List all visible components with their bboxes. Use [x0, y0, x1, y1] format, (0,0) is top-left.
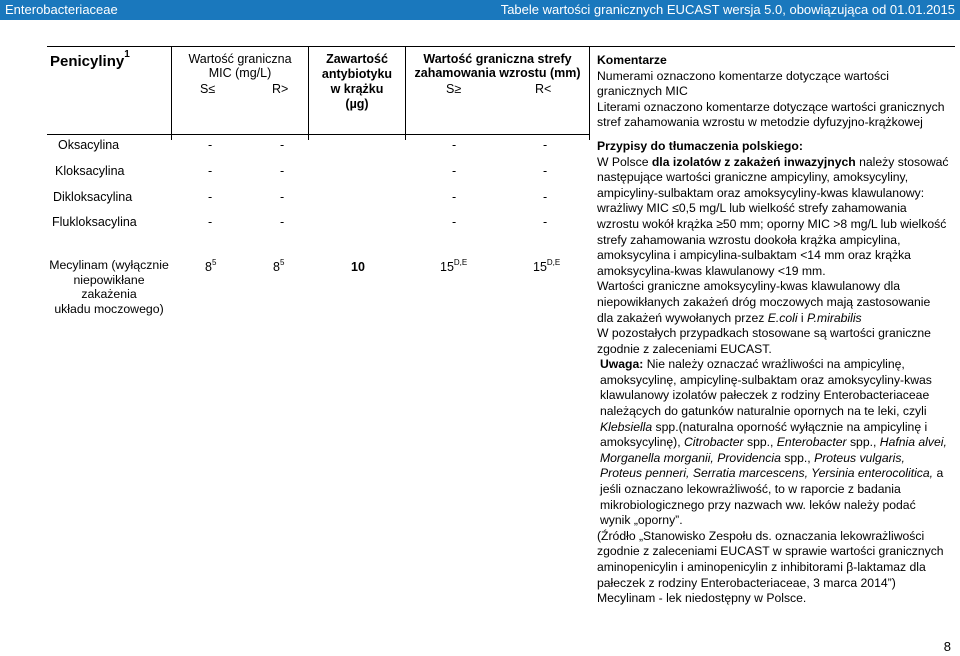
warning-species-2: Proteus vulgaris, Proteus penneri, Serratia marcescens, Yersinia enterocolitica,	[600, 450, 934, 481]
mecillinam-zone-s-value: 15	[440, 260, 454, 274]
mecillinam-zone-s	[440, 260, 467, 274]
row-name: Kloksacylina	[55, 164, 125, 178]
footnote-mecillinam: Mecylinam - lek niedostępny w Polsce.	[597, 591, 807, 606]
warning-klebsiella: Klebsiella	[600, 419, 653, 434]
row-zone-s: -	[452, 215, 457, 229]
mecillinam-zone-s-sup: D,E	[453, 258, 468, 267]
warning-9: spp.,	[780, 450, 815, 465]
mic-header	[172, 52, 308, 80]
mecillinam-mic-r-value: 8	[273, 260, 280, 274]
row-mic-r: -	[280, 138, 285, 152]
row-mic-r: -	[280, 164, 285, 178]
row-zone-r: -	[543, 190, 548, 204]
mecillinam-mic-s-value: 8	[205, 260, 212, 274]
zone-header-line2: zahamowania wzrostu (mm)	[414, 66, 581, 80]
table-title-text: Penicyliny	[50, 53, 125, 70]
mecillinam-zone-r	[533, 260, 560, 274]
table-title	[50, 49, 130, 70]
warning-label: Uwaga:	[600, 357, 644, 372]
mecillinam-mic-r-sup: 5	[279, 258, 285, 267]
mic-header-line1: Wartość graniczna	[188, 52, 292, 66]
warning-species-1: Hafnia alvei, Morganella morganii, Providencia	[600, 435, 947, 465]
mecillinam-mic-s	[205, 260, 216, 274]
row-mic-s: -	[208, 190, 213, 204]
zone-r-header: R<	[535, 82, 552, 96]
header-bar	[0, 0, 960, 20]
warning-5: spp.,	[743, 435, 777, 450]
disk-header-line3: w krążku	[330, 82, 384, 96]
footnote-uti	[597, 279, 949, 326]
footnote-other: W pozostałych przypadkach stosowane są wartości graniczne zgodnie z zaleceniami EUCAST.	[597, 326, 931, 356]
row-zone-r: -	[543, 138, 548, 152]
footnote-uti-and: i	[797, 310, 808, 325]
row-mic-r: -	[280, 215, 285, 229]
footnote-invasive-c: należy stosować następujące wartości graniczne ampicyliny, amoksycyliny, ampicyliny-sulbaktam oraz amoksycyliny-kwas klawulanowy: wrażliwy MIC ≤0,5 mg/L lub wielkość strefy zahamowania wzrostu wokół krążka ≥50 mm; oporny MIC >8 mg/L lub wielkość strefy zahamowania wzrostu dookoła krążka ampicylina, amoksycylina i ampicylina-sulbaktam <14 mm oraz krążka amoksycylina-kwas klawulanowy <19 mm.	[597, 154, 949, 278]
zone-s-header: S≥	[446, 82, 462, 96]
table-top-border	[47, 46, 955, 47]
mic-r-header: R>	[272, 82, 289, 96]
mic-s-header: S≤	[200, 82, 216, 96]
row-name: Oksacylina	[58, 138, 120, 152]
mecillinam-name-line1: Mecylinam (wyłącznie	[49, 258, 169, 272]
zone-header	[406, 52, 589, 80]
zone-header-line1: Wartość graniczna strefy	[423, 52, 572, 66]
header-right: Tabele wartości granicznych EUCAST wersja 5.0, obowiązująca od 01.01.2015	[500, 2, 955, 17]
footnotes-title: Przypisy do tłumaczenia polskiego:	[597, 138, 803, 153]
footnote-warning	[597, 357, 949, 529]
row-zone-s: -	[452, 138, 457, 152]
footnote-invasive-bold: dla izolatów z zakażeń inwazyjnych	[651, 154, 856, 169]
row-zone-r: -	[543, 215, 548, 229]
warning-citrobacter: Citrobacter	[683, 435, 744, 450]
comment-mic: Numerami oznaczono komentarze dotyczące wartości granicznych MIC	[597, 68, 889, 99]
warning-3: spp.(naturalna oporność wyłącznie na ampicylinę i amoksycylinę),	[600, 419, 928, 450]
footnote-invasive-a: W Polsce	[597, 154, 652, 169]
mecillinam-disk: 10	[351, 260, 365, 274]
mecillinam-mic-s-sup: 5	[211, 258, 217, 267]
comments-title: Komentarze	[597, 53, 667, 67]
footnote-invasive	[597, 155, 949, 280]
table-header-bottom-border	[47, 134, 589, 135]
row-mic-r: -	[280, 190, 285, 204]
mecillinam-name-line2: niepowikłane zakażenia	[73, 272, 145, 301]
disk-header	[309, 52, 405, 112]
footnote-uti-ecoli: E.coli	[767, 310, 798, 325]
disk-header-line2: antybiotyku	[321, 67, 393, 81]
footnote-uti-a: Wartości graniczne amoksycyliny-kwas klawulanowy dla niepowikłanych zakażeń dróg moczowych mają zastosowanie dla zakażeń wywołanych przez	[597, 279, 931, 325]
mecillinam-zone-r-value: 15	[533, 260, 547, 274]
row-mic-s: -	[208, 164, 213, 178]
row-mic-s: -	[208, 215, 213, 229]
row-zone-s: -	[452, 190, 457, 204]
row-mic-s: -	[208, 138, 213, 152]
comments-column	[597, 53, 949, 607]
table-title-sup: 1	[124, 49, 130, 60]
warning-11: a jeśli oznaczano lekowrażliwość, to w raporcie z badania mikrobiologicznego przy nazwach ww. leków należy podać wynik „oporny”.	[600, 466, 944, 528]
mic-header-line2: MIC (mg/L)	[208, 66, 272, 80]
row-zone-s: -	[452, 164, 457, 178]
disk-header-line4: (µg)	[345, 97, 369, 111]
disk-header-line1: Zawartość	[326, 52, 388, 66]
mecillinam-name-line3: układu moczowego)	[54, 301, 164, 316]
mecillinam-mic-r	[273, 260, 284, 274]
header-left: Enterobacteriaceae	[5, 2, 118, 17]
warning-1: Nie należy oznaczać wrażliwości na ampicylinę, amoksycylinę, ampicylinę-sulbaktam oraz amoksycyliny-kwas klawulanowy izolatów pałeczek z rodziny Enterobacteriaceae należących do gatunków naturalnie opornych na te leki, czyli	[600, 357, 932, 419]
mecillinam-name	[47, 258, 171, 316]
page-number: 8	[943, 639, 951, 654]
row-zone-r: -	[543, 164, 548, 178]
col-divider-4	[589, 46, 590, 140]
comment-zone: Literami oznaczono komentarze dotyczące wartości granicznych stref zahamowania wzrostu w metodzie dyfuzyjno-krążkowej	[597, 99, 945, 130]
warning-enterobacter: Enterobacter	[776, 435, 847, 450]
footnote-uti-pmirabilis: P.mirabilis	[807, 310, 862, 325]
mecillinam-zone-r-sup: D,E	[546, 258, 561, 267]
row-name: Dikloksacylina	[53, 190, 133, 204]
warning-7: spp.,	[846, 435, 880, 450]
footnote-source: (Źródło „Stanowisko Zespołu ds. oznaczania lekowrażliwości zgodnie z zaleceniami EUCAST w sprawie wartości granicznych aminopenicylin i aminopenicylin z inhibitorami β-laktamaz dla pałeczek z rodziny Enterobacteriaceae, 3 marca 2014”)	[597, 528, 944, 590]
row-name: Flukloksacylina	[52, 215, 137, 229]
